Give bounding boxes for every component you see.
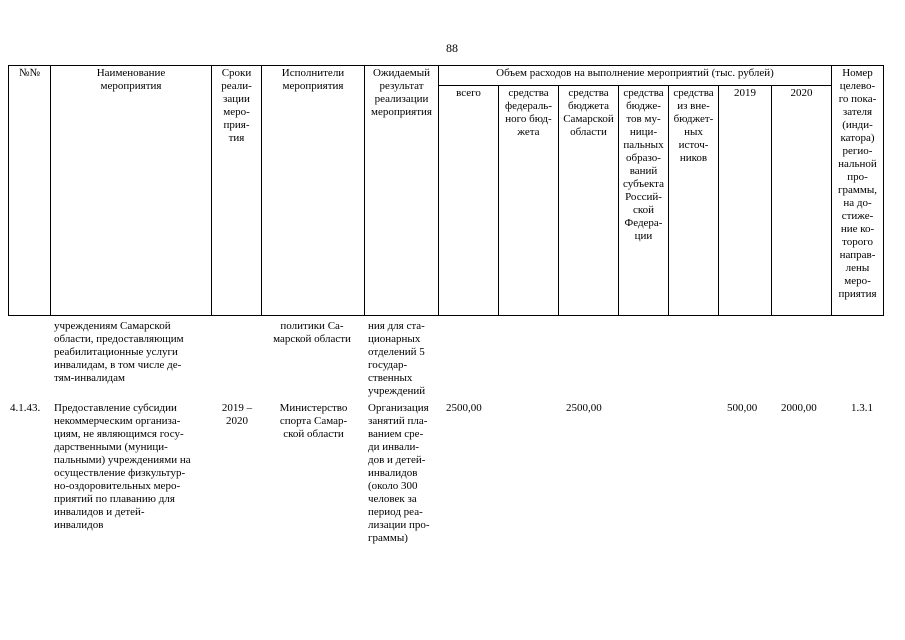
row-executors: Министерство спорта Самар- ской области [279,402,348,440]
header-indicator: Номер целево- го пока- зателя (инди- катора) регио- нальной про- граммы, на до- стиже- ние ко- торого направ- лены меро- приятия [832,66,884,316]
row-total: 2500,00 [446,402,482,414]
row-regional: 2500,00 [566,402,602,414]
header-executors: Исполнители мероприятия [262,66,365,316]
header-name: Наименование мероприятия [51,66,212,316]
row-2020: 2000,00 [781,402,817,414]
row-2019: 500,00 [727,402,758,414]
header-volume: Объем расходов на выполнение мероприятий (тыс. рублей) [439,66,832,86]
header-2019: 2019 [719,86,772,316]
header-other: средства из вне- бюджет- ных источ- ников [669,86,719,316]
continuation-executors: политики Са- марской области [273,320,351,345]
header-2020: 2020 [772,86,832,316]
row-indicator: 1.3.1 [851,402,873,414]
continuation-name: учреждениям Самарской области, предоставляющим реабилитационные услуги инвалидам, в том числе де- тям-инвалидам [54,320,184,384]
header-municipal: средства бюдже- тов му- ници- пальных образо- ваний субъекта Россий- ской Федера- ции [619,86,669,316]
table-header [8,65,884,316]
header-federal: средства федераль- ного бюд- жета [499,86,559,316]
row-number: 4.1.43. [10,402,41,414]
header-num: №№ [9,66,51,316]
header-terms: Сроки реали- зации меро- прия- тия [212,66,262,316]
continuation-result: ния для ста- ционарных отделений 5 государ- ственных учреждений [368,320,426,397]
header-regional: средства бюджета Самарской области [559,86,619,316]
page-number: 88 [446,41,458,55]
row-name: Предоставление субсидии некоммерческим организа- циям, не являющимся госу- дарственными (муници- пальными) учреждениями на осуществление физкультур- но-оздоровительных меро- приятий по плаванию для инвалидов и детей- инвалидов [54,402,191,531]
header-result: Ожидаемый результат реализации мероприятия [365,66,439,316]
row-terms: 2019 – 2020 [221,402,253,427]
header-total: всего [439,86,499,316]
row-result: Организация занятий пла- ванием сре- ди инвали- дов и детей- инвалидов (около 300 человек за период реа- лизации про- граммы) [368,402,430,544]
